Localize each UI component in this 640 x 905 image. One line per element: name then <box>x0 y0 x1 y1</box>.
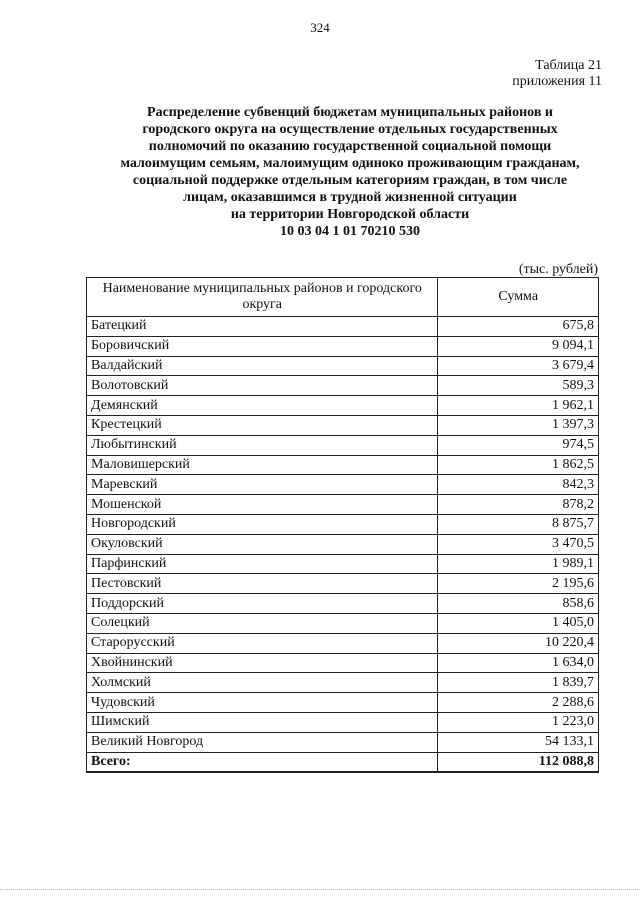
district-name: Мошенской <box>87 495 438 515</box>
district-sum: 878,2 <box>438 495 599 515</box>
table-row <box>87 376 599 396</box>
header-name: Наименование муниципальных районов и городского округа <box>87 278 438 317</box>
subvention-table <box>86 277 599 773</box>
table-row <box>87 415 599 435</box>
district-name: Поддорский <box>87 594 438 614</box>
district-name: Волотовский <box>87 376 438 396</box>
district-sum: 1 405,0 <box>438 613 599 633</box>
scan-edge-artifact <box>0 889 640 891</box>
table-row <box>87 633 599 653</box>
table-row <box>87 693 599 713</box>
district-sum: 589,3 <box>438 376 599 396</box>
district-name: Парфинский <box>87 554 438 574</box>
table-row <box>87 455 599 475</box>
district-name: Солецкий <box>87 613 438 633</box>
district-sum: 9 094,1 <box>438 336 599 356</box>
district-name: Демянский <box>87 396 438 416</box>
table-row <box>87 317 599 337</box>
district-sum: 974,5 <box>438 435 599 455</box>
total-label: Всего: <box>87 752 438 772</box>
table-row <box>87 613 599 633</box>
district-name: Любытинский <box>87 435 438 455</box>
table-reference-line1: Таблица 21 <box>535 58 602 73</box>
title-line: лицам, оказавшимся в трудной жизненной ситуации <box>183 190 517 205</box>
district-sum: 2 288,6 <box>438 693 599 713</box>
district-name: Маревский <box>87 475 438 495</box>
district-name: Маловишерский <box>87 455 438 475</box>
table-row <box>87 594 599 614</box>
district-name: Пестовский <box>87 574 438 594</box>
page-number: 324 <box>310 20 330 35</box>
district-name: Старорусский <box>87 633 438 653</box>
table-row <box>87 475 599 495</box>
district-sum: 1 839,7 <box>438 673 599 693</box>
district-name: Великий Новгород <box>87 732 438 752</box>
district-name: Батецкий <box>87 317 438 337</box>
district-sum: 8 875,7 <box>438 514 599 534</box>
district-sum: 842,3 <box>438 475 599 495</box>
table-row <box>87 673 599 693</box>
budget-code: 10 03 04 1 01 70210 530 <box>280 224 420 239</box>
table-row <box>87 495 599 515</box>
district-name: Шимский <box>87 712 438 732</box>
district-sum: 1 989,1 <box>438 554 599 574</box>
total-row <box>87 752 599 772</box>
units-label: (тыс. рублей) <box>518 262 598 277</box>
table-row <box>87 514 599 534</box>
district-sum: 1 397,3 <box>438 415 599 435</box>
district-name: Крестецкий <box>87 415 438 435</box>
district-sum: 1 962,1 <box>438 396 599 416</box>
district-sum: 3 679,4 <box>438 356 599 376</box>
table-reference <box>512 58 602 90</box>
table-row <box>87 712 599 732</box>
total-sum: 112 088,8 <box>438 752 599 772</box>
district-sum: 675,8 <box>438 317 599 337</box>
district-name: Хвойнинский <box>87 653 438 673</box>
district-name: Новгородский <box>87 514 438 534</box>
district-sum: 3 470,5 <box>438 534 599 554</box>
table-body <box>87 317 599 773</box>
district-name: Чудовский <box>87 693 438 713</box>
title-line: на территории Новгородской области <box>230 207 470 222</box>
district-sum: 858,6 <box>438 594 599 614</box>
table-row <box>87 554 599 574</box>
table-row <box>87 435 599 455</box>
district-sum: 2 195,6 <box>438 574 599 594</box>
table-row <box>87 574 599 594</box>
table-row <box>87 732 599 752</box>
table-row <box>87 396 599 416</box>
title-line: городского округа на осуществление отдельных государственных <box>142 122 558 137</box>
document-title <box>60 104 640 240</box>
title-line: малоимущим семьям, малоимущим одиноко проживающим гражданам, <box>120 156 580 171</box>
header-sum: Сумма <box>438 278 599 317</box>
district-sum: 10 220,4 <box>438 633 599 653</box>
district-sum: 54 133,1 <box>438 732 599 752</box>
district-sum: 1 223,0 <box>438 712 599 732</box>
table-row <box>87 356 599 376</box>
district-name: Холмский <box>87 673 438 693</box>
district-name: Окуловский <box>87 534 438 554</box>
table-row <box>87 336 599 356</box>
table-reference-line2: приложения 11 <box>512 74 602 89</box>
district-sum: 1 862,5 <box>438 455 599 475</box>
title-line: Распределение субвенций бюджетам муниципальных районов и <box>147 105 553 120</box>
title-line: социальной поддержке отдельным категориям граждан, в том числе <box>132 173 568 188</box>
table-row <box>87 653 599 673</box>
district-sum: 1 634,0 <box>438 653 599 673</box>
table-row <box>87 534 599 554</box>
title-line: полномочий по оказанию государственной социальной помощи <box>148 139 552 154</box>
district-name: Боровичский <box>87 336 438 356</box>
table-header-row <box>87 278 599 317</box>
district-name: Валдайский <box>87 356 438 376</box>
